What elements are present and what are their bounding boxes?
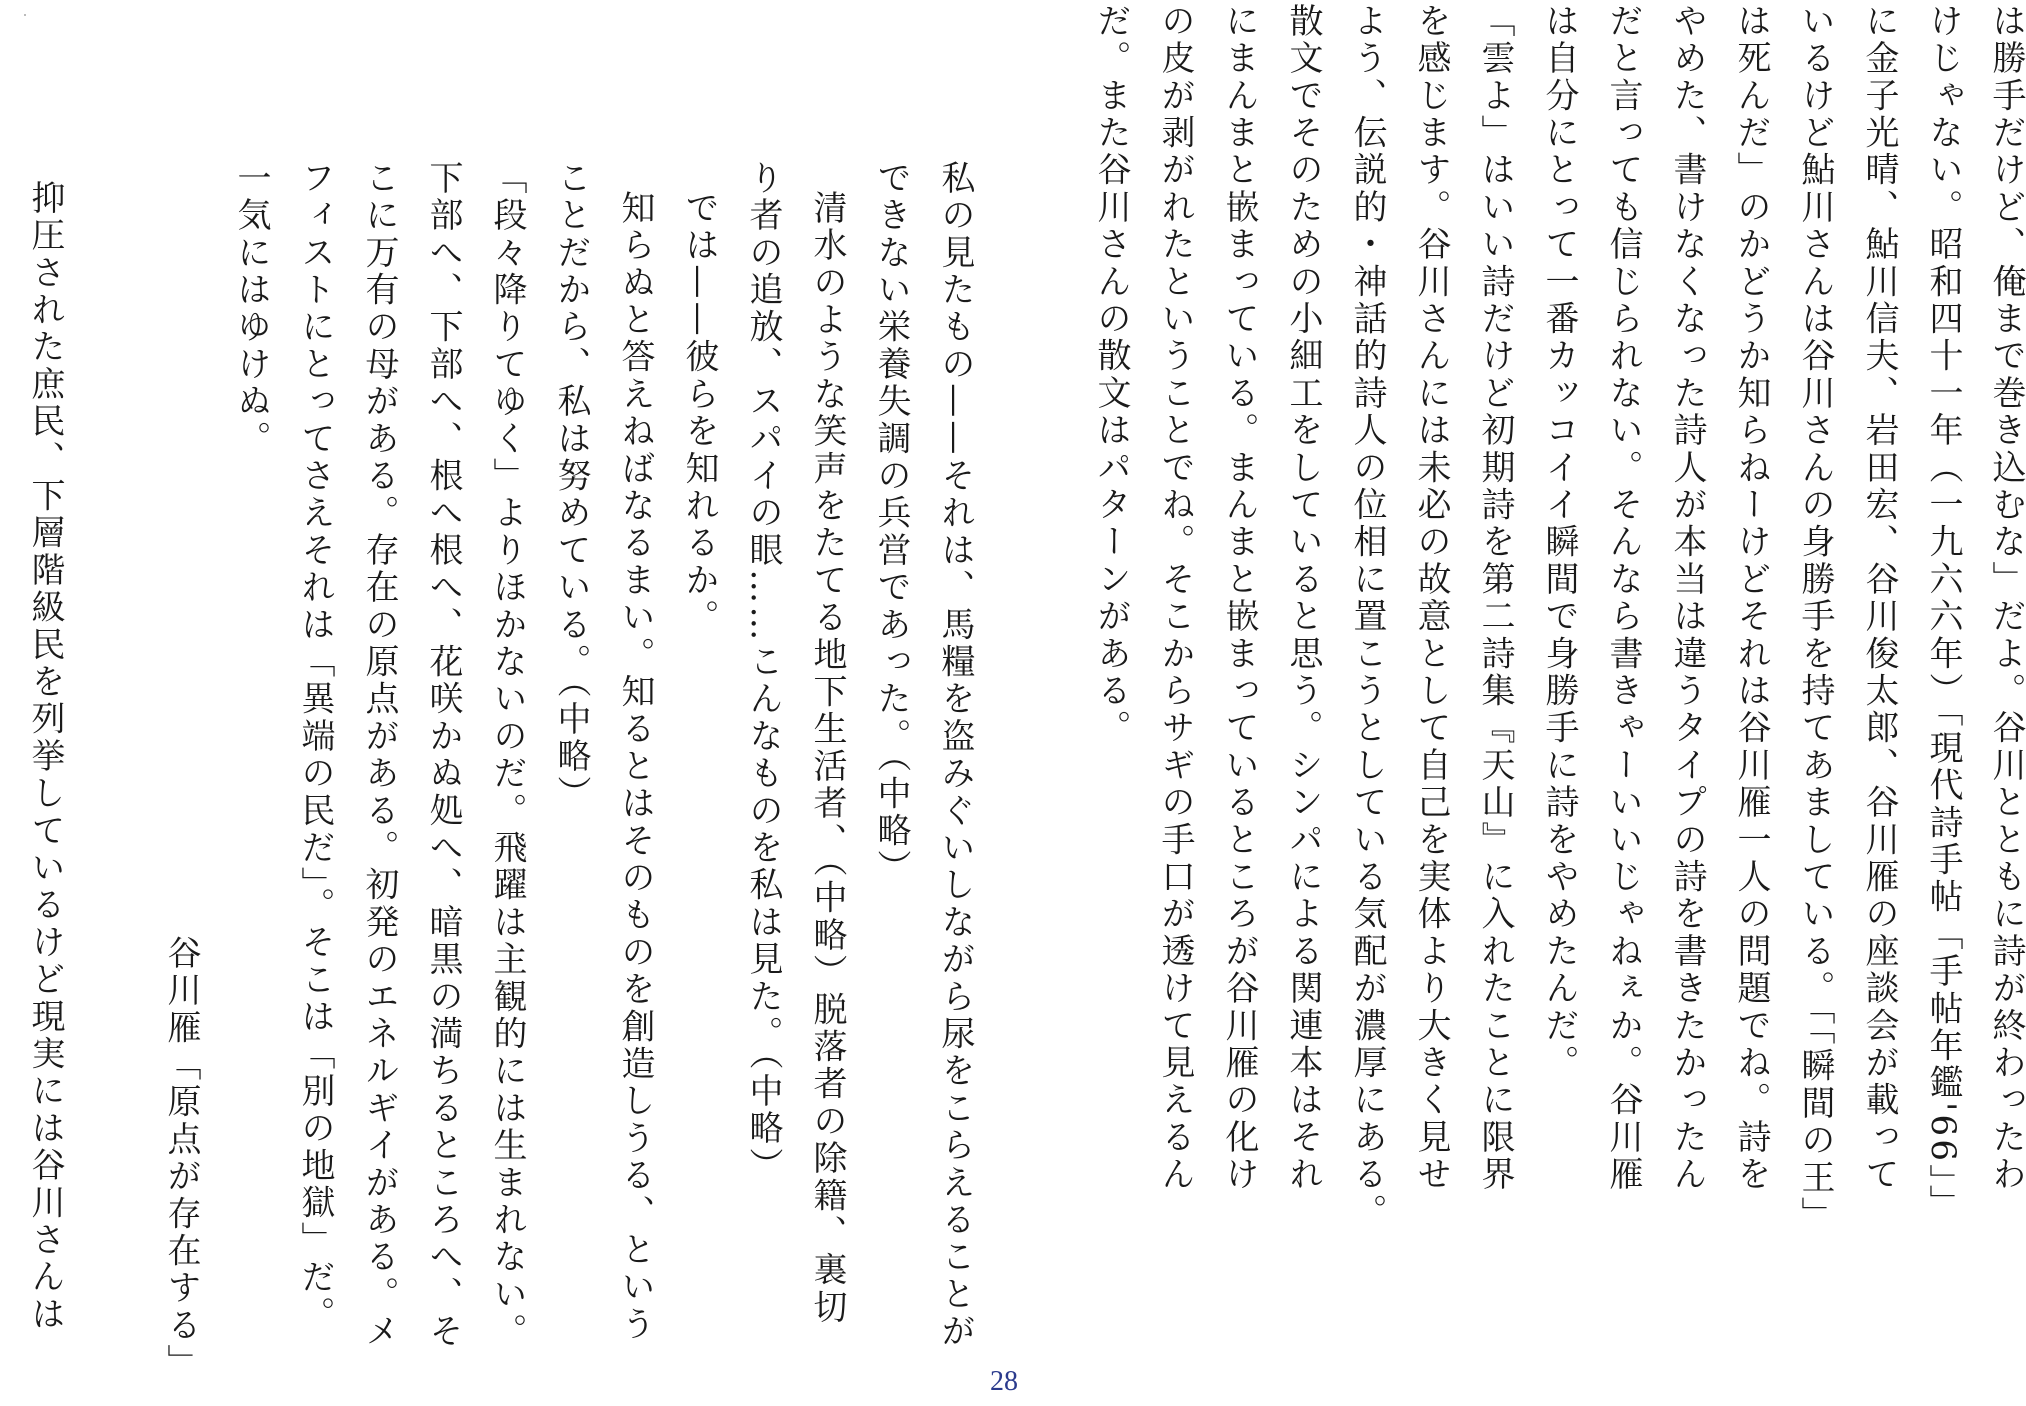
body-text-column: やめた、書けなくなった詩人が本当は違うタイプの詩を書きたかったん (1667, 3, 1707, 1194)
body-text-column: にまんまと嵌まっている。まんまと嵌まっているところが谷川雁の化け (1219, 3, 1259, 1194)
quote-text-column: 一気にはゆけぬ。 (231, 160, 271, 458)
body-text-column: 「雲よ」はいい詩だけど初期詩を第二詩集『天山』に入れたことに限界 (1475, 3, 1515, 1194)
quote-text-column: こに万有の母がある。存在の原点がある。初発のエネルギイがある。メ (359, 160, 399, 1351)
scan-speck (24, 14, 26, 16)
quote-text-column: 下部へ、下部へ、根へ根へ、花咲かぬ処へ、暗黒の満ちるところへ、そ (423, 160, 463, 1351)
quote-text-column: 私の見たもの——それは、馬糧を盗みぐいしながら尿をこらえることが (935, 160, 975, 1351)
body-text-column: 抑圧された庶民、下層階級民を列挙しているけど現実には谷川さんは (25, 180, 65, 1334)
quote-text-column: 知らぬと答えねばなるまい。知るとはそのものを創造しうる、という (615, 190, 655, 1344)
quote-text-column: できない栄養失調の兵営であった。（中略） (871, 160, 911, 887)
body-text-column: だ。また谷川さんの散文はパターンがある。 (1091, 3, 1131, 747)
quote-text-column: 清水のような笑声をたてる地下生活者、（中略）脱落者の除籍、裏切 (807, 190, 847, 1327)
body-text-column: よう、伝説的・神話的詩人の位相に置こうとしている気配が濃厚にある。 (1347, 3, 1387, 1231)
body-text-column: けじゃない。昭和四十一年（一九六六年）「現代詩手帖「手帖年鑑'66」」 (1923, 3, 1963, 1222)
body-text-column: 散文でそのための小細工をしていると思う。シンパによる関連本はそれ (1283, 3, 1323, 1194)
body-text-column: だと言っても信じられない。そんなら書きゃーいいじゃねぇか。谷川雁 (1603, 3, 1643, 1194)
body-text-column: は死んだ」のかどうか知らねーけどそれは谷川雁一人の問題でね。詩を (1731, 3, 1771, 1194)
quote-text-column: ことだから、私は努めている。（中略） (551, 160, 591, 813)
quote-text-column: では——彼らを知れるか。 (679, 190, 719, 637)
body-text-column: は自分にとって一番カッコイイ瞬間で身勝手に詩をやめたんだ。 (1539, 3, 1579, 1082)
body-text-column: の皮が剥がれたということでね。そこからサギの手口が透けて見えるん (1155, 3, 1195, 1194)
quote-text-column: フィストにとってさえそれは「異端の民だ」。そこは「別の地獄」だ。 (295, 160, 335, 1334)
quote-text-column: 「段々降りてゆく」よりほかないのだ。飛躍は主観的には生まれない。 (487, 160, 527, 1351)
body-text-column: に金子光晴、鮎川信夫、岩田宏、谷川俊太郎、谷川雁の座談会が載って (1859, 3, 1899, 1194)
page-number: 28 (990, 1366, 1018, 1397)
quote-text-column: り者の追放、スパイの眼……こんなものを私は見た。（中略） (743, 160, 783, 1185)
body-text-column: を感じます。谷川さんには未必の故意として自己を実体より大きく見せ (1411, 3, 1451, 1194)
quote-attribution: 谷川雁「原点が存在する」 (161, 935, 201, 1382)
body-text-column: は勝手だけど、俺まで巻き込むな」だよ。谷川とともに詩が終わったわ (1986, 3, 2026, 1194)
body-text-column: いるけど鮎川さんは谷川さんの身勝手を持てあましている。「「瞬間の王」 (1795, 3, 1835, 1234)
